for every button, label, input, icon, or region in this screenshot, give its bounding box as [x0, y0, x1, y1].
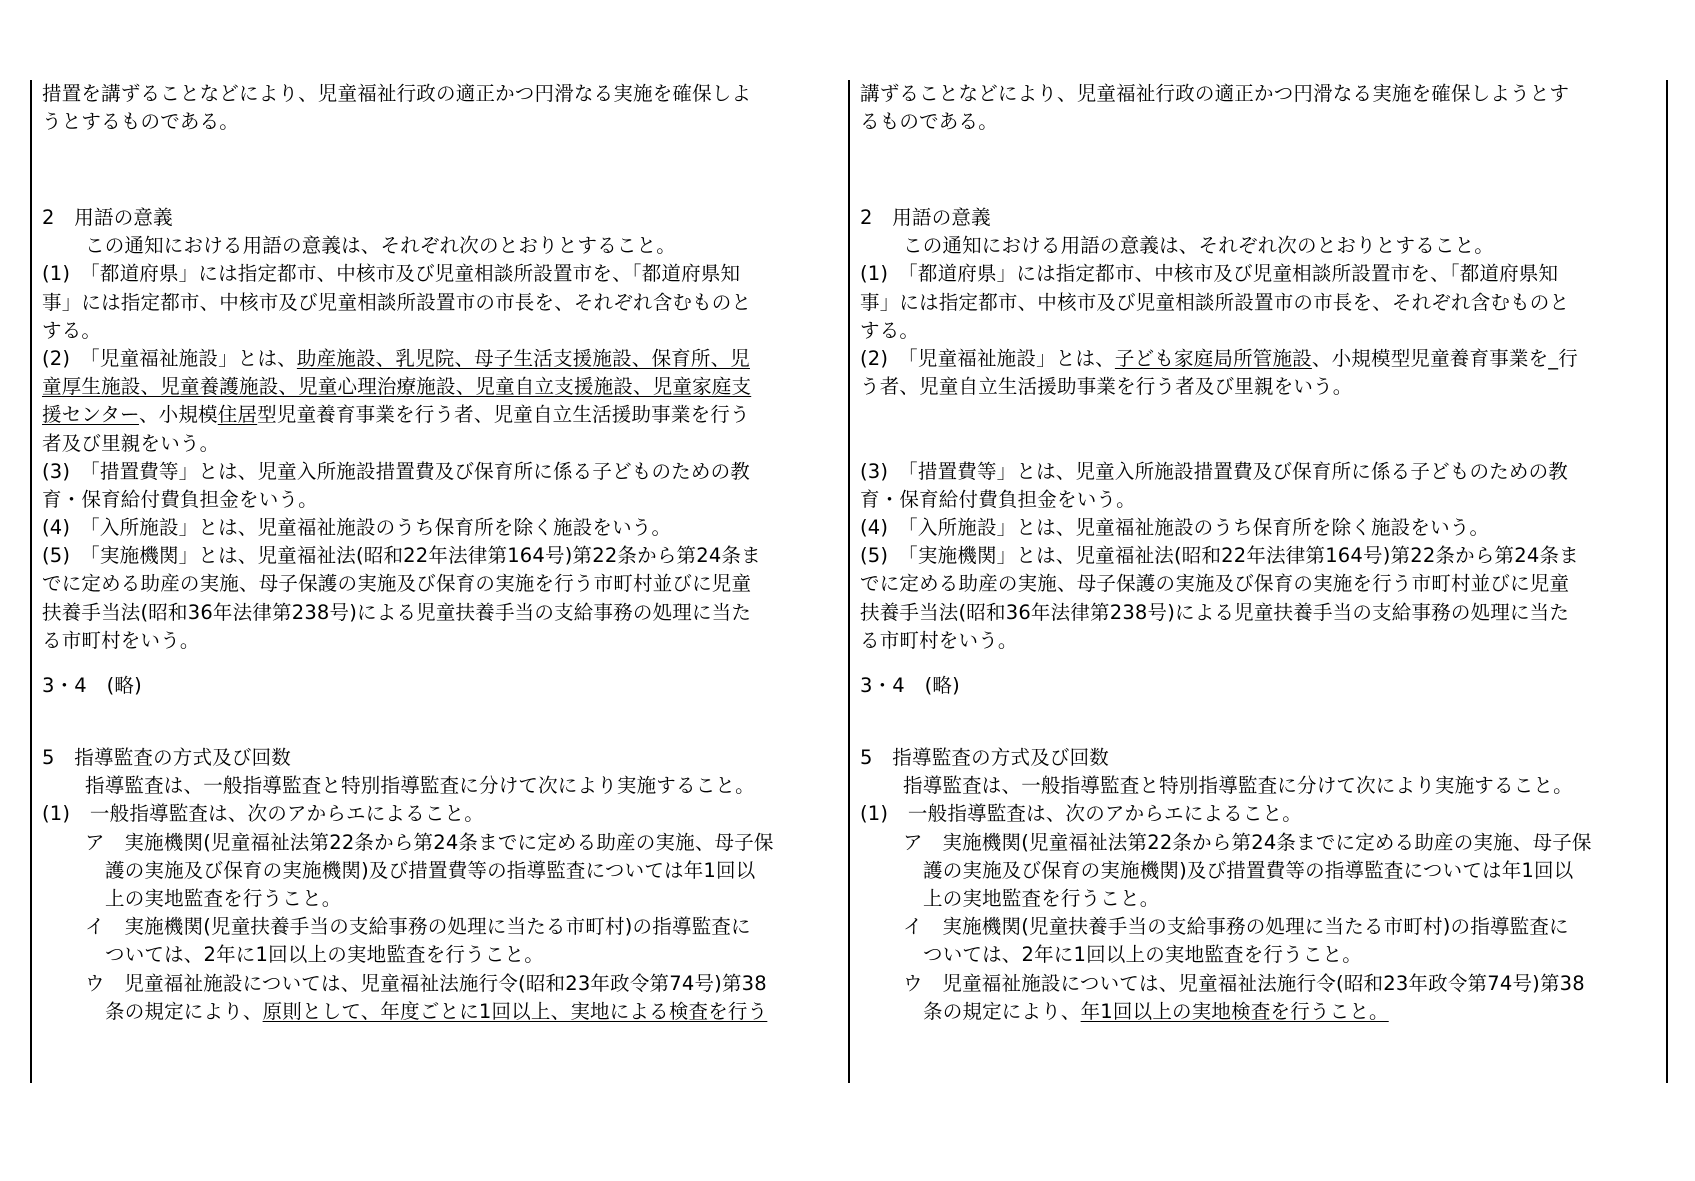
text-line [42, 373, 838, 401]
text-line: うとするものである。 [42, 110, 240, 134]
text-line: 措置を講ずることなどにより、児童福祉行政の適正かつ円滑なる実施を確保しよ [42, 82, 752, 105]
text-line [42, 345, 838, 373]
text-line: る市町村をいう。 [860, 628, 1018, 652]
text-line: 講ずることなどにより、児童福祉行政の適正かつ円滑なる実施を確保しようとす [860, 82, 1570, 105]
text-span: (2) 「児童福祉施設」とは、 [860, 346, 1115, 370]
section-lead: この通知における用語の意義は、それぞれ次のとおりとすること。 [85, 234, 677, 258]
text-line: 育・保育給付費負担金をいう。 [42, 487, 318, 511]
amended-text: 年1回以上の実地検査を行うこと。 [1080, 999, 1389, 1023]
text-line: 扶養手当法(昭和36年法律第238号)による児童扶養手当の支給事務の処理に当た [42, 600, 752, 624]
text-line: る市町村をいう。 [42, 628, 200, 652]
text-line [42, 401, 838, 429]
section-heading: 5 指導監査の方式及び回数 [42, 746, 292, 769]
text-span: 、小規模型児童養育事業を [1311, 346, 1549, 370]
text-line: (1) 一般指導監査は、次のアからエによること。 [42, 802, 484, 826]
table-border-left [30, 80, 32, 1083]
section-3-4 [860, 672, 1662, 700]
text-span: 型児童養育事業を行う者、児童自立生活援助事業を行う [257, 403, 750, 427]
section-lead: この通知における用語の意義は、それぞれ次のとおりとすること。 [903, 234, 1495, 258]
text-span: (2) 「児童福祉施設」とは、 [42, 346, 297, 370]
text-line: (1) 「都道府県」には指定都市、中核市及び児童相談所設置市を、「都道府県知 [42, 262, 741, 286]
text-line: ついては、2年に1回以上の実地監査を行うこと。 [923, 943, 1362, 967]
text-line: 護の実施及び保育の実施機関)及び措置費等の指導監査については年1回以 [105, 858, 756, 882]
intro-paragraph [860, 80, 1662, 136]
text-line: でに定める助産の実施、母子保護の実施及び保育の実施を行う市町村並びに児童 [860, 572, 1570, 596]
section-heading: 3・4 (略) [42, 674, 142, 697]
amended-text: 助産施設、乳児院、母子生活支援施設、保育所、児 [296, 346, 750, 370]
text-line: う者、児童自立生活援助事業を行う者及び里親をいう。 [860, 375, 1353, 399]
section-5 [860, 744, 1662, 1026]
text-line: 上の実地監査を行うこと。 [923, 886, 1160, 910]
text-line: ウ 児童福祉施設については、児童福祉法施行令(昭和23年政令第74号)第38 [903, 971, 1585, 995]
text-line: イ 実施機関(児童扶養手当の支給事務の処理に当たる市町村)の指導監査に [903, 915, 1569, 939]
text-line: 事」には指定都市、中核市及び児童相談所設置市の市長を、それぞれ含むものと [860, 290, 1570, 314]
intro-paragraph [42, 80, 838, 136]
text-line [860, 998, 1662, 1026]
text-span: 条の規定により、 [923, 999, 1081, 1023]
text-line: する。 [42, 318, 102, 342]
section-2 [42, 204, 838, 655]
section-heading: 3・4 (略) [860, 674, 960, 697]
amended-text: 援センター [42, 403, 139, 427]
text-line: (3) 「措置費等」とは、児童入所施設措置費及び保育所に係る子どものための教 [42, 459, 750, 483]
table-border-middle [848, 80, 850, 1083]
text-line: ア 実施機関(児童福祉法第22条から第24条までに定める助産の実施、母子保 [85, 830, 774, 854]
text-line [860, 345, 1662, 373]
section-2 [860, 204, 1662, 655]
section-3-4 [42, 672, 838, 700]
section-heading: 2 用語の意義 [42, 206, 173, 229]
section-lead: 指導監査は、一般指導監査と特別指導監査に分けて次により実施すること。 [85, 774, 755, 798]
section-heading: 2 用語の意義 [860, 206, 991, 229]
text-span: _ [1548, 346, 1559, 370]
section-lead: 指導監査は、一般指導監査と特別指導監査に分けて次により実施すること。 [903, 774, 1573, 798]
section-heading: 5 指導監査の方式及び回数 [860, 746, 1110, 769]
text-line: 護の実施及び保育の実施機関)及び措置費等の指導監査については年1回以 [923, 858, 1574, 882]
text-line: 者及び里親をいう。 [42, 431, 220, 455]
text-line: イ 実施機関(児童扶養手当の支給事務の処理に当たる市町村)の指導監査に [85, 915, 751, 939]
text-line: 上の実地監査を行うこと。 [105, 886, 342, 910]
text-line: ア 実施機関(児童福祉法第22条から第24条までに定める助産の実施、母子保 [903, 830, 1592, 854]
text-line: (5) 「実施機関」とは、児童福祉法(昭和22年法律第164号)第22条から第24条ま [42, 544, 761, 568]
amended-text: 子ども家庭局所管施設 [1114, 346, 1312, 370]
text-line: 扶養手当法(昭和36年法律第238号)による児童扶養手当の支給事務の処理に当た [860, 600, 1570, 624]
section-5 [42, 744, 838, 1026]
blank-line [860, 401, 1662, 429]
text-span: 行 [1558, 346, 1578, 370]
text-line: (1) 「都道府県」には指定都市、中核市及び児童相談所設置市を、「都道府県知 [860, 262, 1559, 286]
text-line: でに定める助産の実施、母子保護の実施及び保育の実施を行う市町村並びに児童 [42, 572, 752, 596]
table-border-right [1666, 80, 1668, 1083]
text-line: (5) 「実施機関」とは、児童福祉法(昭和22年法律第164号)第22条から第24条ま [860, 544, 1579, 568]
amended-text: 原則として、年度ごとに1回以上、実地による検査を行う [262, 999, 768, 1023]
blank-line [860, 430, 1662, 458]
comparison-table [30, 80, 1668, 1083]
text-line: (4) 「入所施設」とは、児童福祉施設のうち保育所を除く施設をいう。 [860, 516, 1490, 540]
text-line: (4) 「入所施設」とは、児童福祉施設のうち保育所を除く施設をいう。 [42, 516, 672, 540]
text-line: する。 [860, 318, 920, 342]
text-span: 条の規定により、 [105, 999, 263, 1023]
text-line: ついては、2年に1回以上の実地監査を行うこと。 [105, 943, 544, 967]
text-line: (1) 一般指導監査は、次のアからエによること。 [860, 802, 1302, 826]
text-line: (3) 「措置費等」とは、児童入所施設措置費及び保育所に係る子どものための教 [860, 459, 1568, 483]
text-line: ウ 児童福祉施設については、児童福祉法施行令(昭和23年政令第74号)第38 [85, 971, 767, 995]
amended-text: 住居 [217, 403, 258, 427]
text-line: 事」には指定都市、中核市及び児童相談所設置市の市長を、それぞれ含むものと [42, 290, 752, 314]
text-line: 育・保育給付費負担金をいう。 [860, 487, 1136, 511]
text-line: るものである。 [860, 110, 998, 134]
text-line [42, 998, 838, 1026]
text-span: 、小規模 [138, 403, 218, 427]
amended-text: 童厚生施設、児童養護施設、児童心理治療施設、児童自立支援施設、児童家庭支 [42, 375, 752, 399]
